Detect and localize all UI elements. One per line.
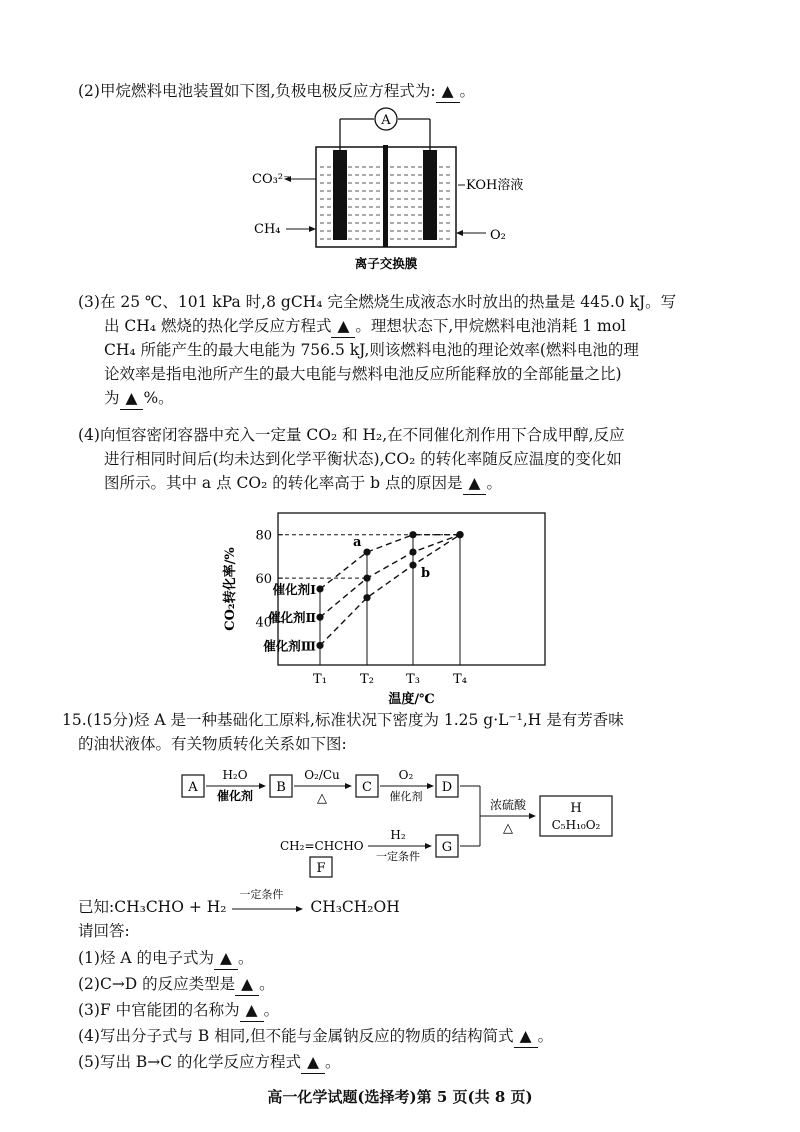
q15-sub3-text: (3)F 中官能团的名称为	[78, 1001, 240, 1019]
known-reaction	[78, 888, 400, 918]
ab-reagent: H₂O	[222, 768, 248, 782]
y-tick-label: 80	[255, 528, 272, 544]
q14-part3-line5	[104, 387, 174, 410]
q14-part3-text: 出 CH₄ 燃烧的热化学反应方程式	[104, 317, 332, 335]
compound-b: B	[276, 780, 286, 795]
punct: 。	[259, 975, 275, 993]
q14-part3-text: %。	[143, 389, 174, 407]
q15-sub4	[78, 1025, 553, 1048]
conversion-rate-chart	[220, 505, 560, 705]
punct: 。	[459, 82, 476, 100]
x-tick-label: T₄	[453, 672, 467, 687]
known-arrow	[231, 888, 305, 915]
fg-condition: 一定条件	[376, 850, 420, 863]
q14-part4-text: 图所示。其中 a 点 CO₂ 的转化率高于 b 点的原因是	[104, 474, 463, 492]
carbonate-out-label: CO₃²⁻	[252, 172, 290, 187]
known-reactants: 已知:CH₃CHO + H₂	[78, 898, 227, 916]
series-line	[320, 535, 460, 618]
punct: 。	[237, 949, 254, 967]
q14-part3-line4: 论效率是指电池所产生的最大电能与燃料电池反应所能释放的全部能量之比)	[104, 365, 622, 383]
methane-in-label: CH₄	[254, 222, 281, 237]
series-line	[320, 535, 460, 646]
data-point	[409, 548, 416, 555]
q14-part3-line1: (3)在 25 ℃、101 kPa 时,8 gCH₄ 完全燃烧生成液态水时放出的热量是 445.0 kJ。写	[78, 293, 677, 311]
x-tick-label: T₂	[360, 672, 374, 687]
data-point	[363, 548, 370, 555]
point-annotation: a	[353, 535, 362, 551]
y-tick-label: 40	[255, 615, 272, 631]
positive-electrode	[423, 150, 437, 240]
q14-part3-line3: CH₄ 所能产生的最大电能为 756.5 kJ,则该燃料电池的理论效率(燃料电池的理	[104, 341, 639, 359]
data-point	[316, 585, 323, 592]
y-tick-label: 60	[255, 572, 272, 588]
data-point	[316, 642, 323, 649]
bc-condition: △	[317, 791, 327, 806]
q14-part4-line2: 进行相同时间后(均未达到化学平衡状态),CO₂ 的转化率随反应温度的变化如	[104, 450, 622, 468]
dh-condition: △	[503, 821, 513, 836]
q14-part2-text: (2)甲烷燃料电池装置如下图,负极电极反应方程式为:	[78, 82, 436, 100]
negative-electrode	[333, 150, 347, 240]
q14-part3-line2	[104, 315, 626, 338]
q15-sub4-text: (4)写出分子式与 B 相同,但不能与金属钠反应的物质的结构简式	[78, 1027, 514, 1045]
x-tick-label: T₁	[313, 672, 327, 687]
point-annotation: b	[421, 566, 431, 582]
q14-part4-line3	[104, 472, 502, 495]
membrane-caption: 离子交换膜	[354, 256, 418, 271]
q15-sub5-text: (5)写出 B→C 的化学反应方程式	[78, 1053, 302, 1071]
x-tick-label: T₃	[406, 672, 420, 687]
data-point	[363, 594, 370, 601]
x-axis-label: 温度/℃	[388, 692, 435, 705]
q14-part3-text: 。理想状态下,甲烷燃料电池消耗 1 mol	[355, 317, 627, 335]
compound-c: C	[362, 780, 372, 795]
compound-f-formula: CH₂=CHCHO	[280, 839, 364, 853]
q15-sub1-text: (1)烃 A 的电子式为	[78, 949, 215, 967]
answer-blank: ▲	[331, 315, 355, 338]
y-axis-label: CO₂转化率/%	[223, 547, 238, 631]
q14-part4-text: 。	[486, 474, 502, 492]
fg-reagent: H₂	[390, 828, 406, 842]
q15-sub1	[78, 947, 253, 970]
bc-reagent: O₂/Cu	[304, 768, 340, 782]
ab-condition: 催化剂	[216, 789, 254, 803]
dh-reagent: 浓硫酸	[489, 798, 527, 812]
compound-d: D	[441, 780, 453, 795]
punct: 。	[537, 1027, 554, 1045]
answer-blank: ▲	[214, 947, 238, 970]
q15-sub5	[78, 1051, 341, 1074]
known-product: CH₃CH₂OH	[310, 898, 400, 916]
answer-blank: ▲	[120, 387, 144, 410]
compound-h: H	[570, 801, 582, 816]
punct: 。	[324, 1053, 341, 1071]
fuel-cell-diagram	[250, 105, 540, 277]
series-label: 催化剂Ⅰ	[272, 582, 316, 597]
reaction-scheme	[170, 760, 630, 882]
cd-condition: 催化剂	[389, 790, 423, 803]
series-label: 催化剂Ⅱ	[267, 610, 316, 626]
ammeter-label: A	[381, 113, 391, 128]
compound-f: F	[316, 861, 326, 876]
data-point	[409, 562, 416, 569]
answer-blank: ▲	[235, 973, 259, 996]
punct: 。	[263, 1001, 280, 1019]
compound-h-formula: C₅H₁₀O₂	[551, 818, 601, 832]
q15-line2: 的油状液体。有关物质转化关系如下图:	[78, 735, 347, 753]
oxygen-in-label: O₂	[490, 228, 506, 243]
answer-blank: ▲	[463, 472, 487, 495]
q15-line1: 15.(15分)烃 A 是一种基础化工原料,标准状况下密度为 1.25 g·L⁻¹,H 是有芳香味	[62, 711, 624, 729]
compound-g: G	[441, 840, 453, 855]
arrow-icon	[231, 901, 305, 915]
answer-blank: ▲	[436, 80, 460, 103]
data-point	[409, 531, 416, 538]
answer-blank: ▲	[240, 999, 264, 1022]
koh-solution-label: KOH溶液	[466, 178, 524, 193]
compound-a: A	[188, 780, 198, 795]
page-footer: 高一化学试题(选择考)第 5 页(共 8 页)	[267, 1088, 533, 1106]
data-point	[316, 614, 323, 621]
known-condition: 一定条件	[239, 888, 284, 901]
data-point	[456, 531, 463, 538]
data-point	[363, 575, 370, 582]
answer-blank: ▲	[301, 1051, 325, 1074]
ion-exchange-membrane	[383, 145, 388, 247]
ask-label: 请回答:	[78, 922, 130, 940]
answer-blank: ▲	[514, 1025, 538, 1048]
q15-sub3	[78, 999, 279, 1022]
series-label: 催化剂Ⅲ	[263, 638, 316, 654]
q15-sub2-text: (2)C→D 的反应类型是	[78, 975, 236, 993]
q14-part4-line1: (4)向恒容密闭容器中充入一定量 CO₂ 和 H₂,在不同催化剂作用下合成甲醇,反应	[78, 426, 625, 444]
q14-part2-line	[78, 80, 475, 103]
q15-sub2	[78, 973, 275, 996]
q14-part3-text: 为	[104, 389, 120, 407]
cd-reagent: O₂	[398, 768, 414, 782]
